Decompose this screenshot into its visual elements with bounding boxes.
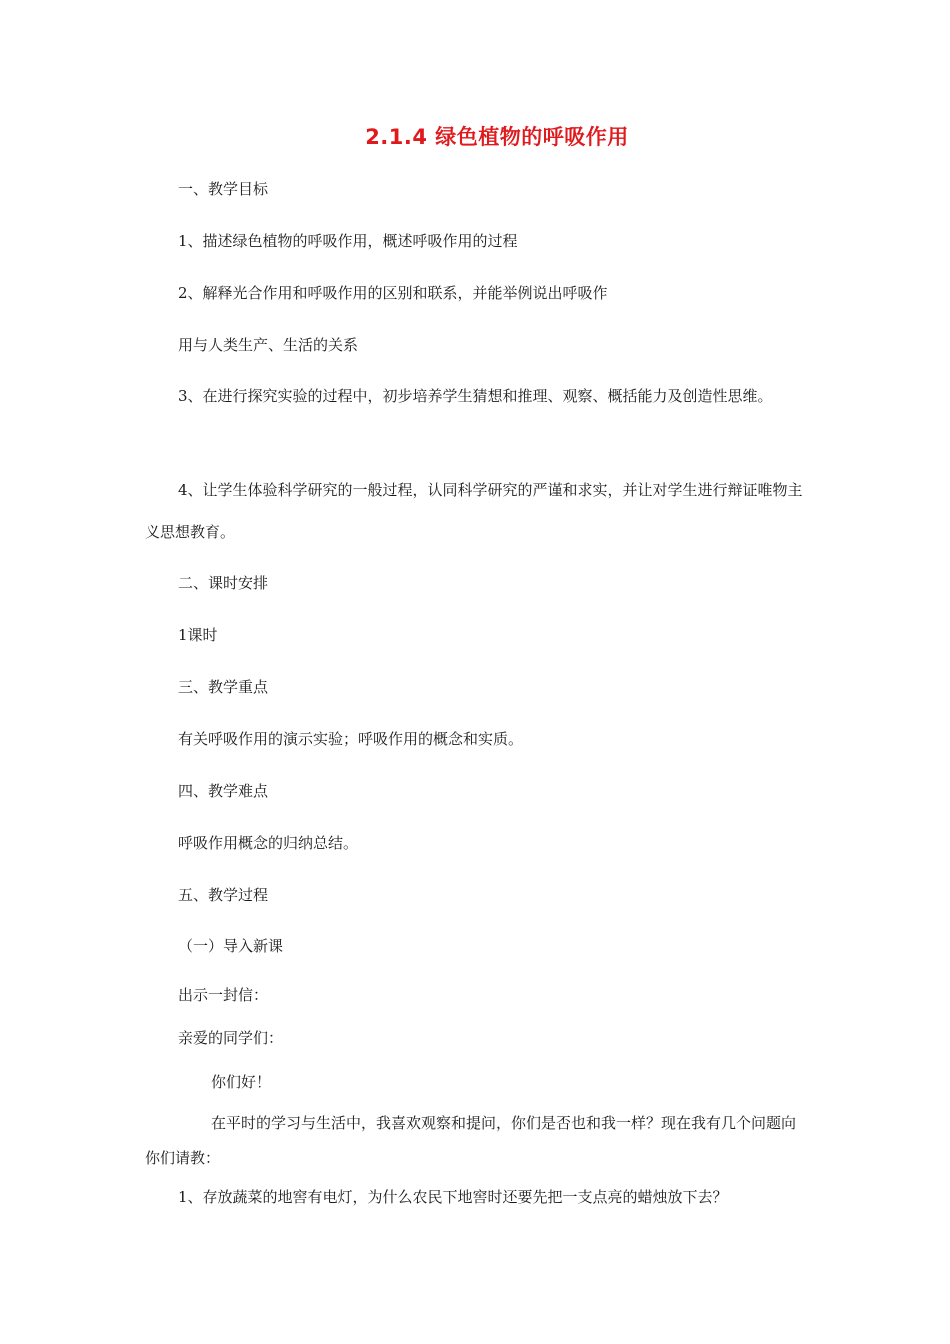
letter-body: 在平时的学习与生活中，我喜欢观察和提问，你们是否也和我一样？现在我有几个问题向你们请教： bbox=[145, 1114, 797, 1167]
objectives-heading: 一、教学目标 bbox=[178, 180, 269, 198]
letter-salutation: 亲爱的同学们： bbox=[178, 1029, 284, 1047]
letter-greeting: 你们好！ bbox=[211, 1073, 272, 1091]
question-1: 1、存放蔬菜的地窖有电灯，为什么农民下地窖时还要先把一支点亮的蜡烛放下去？ bbox=[178, 1188, 728, 1206]
difficulties-value: 呼吸作用概念的归纳总结。 bbox=[178, 834, 359, 852]
key-points-heading: 三、教学重点 bbox=[178, 678, 269, 696]
letter-intro: 出示一封信： bbox=[178, 986, 269, 1004]
schedule-heading: 二、课时安排 bbox=[178, 574, 269, 592]
difficulties-heading: 四、教学难点 bbox=[178, 782, 269, 800]
process-subheading-1: （一）导入新课 bbox=[178, 937, 284, 955]
schedule-value: 1课时 bbox=[178, 626, 218, 644]
objective-1: 1、描述绿色植物的呼吸作用，概述呼吸作用的过程 bbox=[178, 232, 518, 250]
process-heading: 五、教学过程 bbox=[178, 886, 269, 904]
objective-2-line-1: 2、解释光合作用和呼吸作用的区别和联系，并能举例说出呼吸作 bbox=[178, 284, 608, 302]
objective-3: 3、在进行探究实验的过程中，初步培养学生猜想和推理、观察、概括能力及创造性思维。 bbox=[178, 387, 773, 405]
objective-2-line-2: 用与人类生产、生活的关系 bbox=[178, 336, 359, 354]
key-points-value: 有关呼吸作用的演示实验；呼吸作用的概念和实质。 bbox=[178, 730, 524, 748]
document-title: 2.1.4 绿色植物的呼吸作用 bbox=[365, 125, 629, 149]
objective-4: 4、让学生体验科学研究的一般过程，认同科学研究的严谨和求实，并让对学生进行辩证唯物主义思想教育。 bbox=[145, 481, 803, 541]
